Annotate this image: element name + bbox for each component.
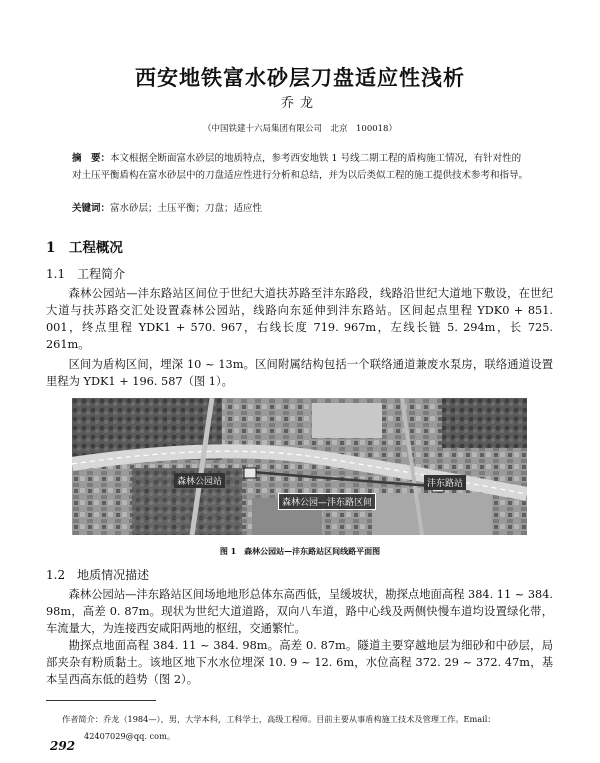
- paragraph-1-2-a: 森林公园站—沣东路站区间场地地形总体东高西低，呈缓坡状，勘探点地面高程 384. 11 ~ 384. 98m，高差 0. 87m。现状为世纪大道道路，双向八车道，路中心线及两侧快慢车道均设置绿化带，车流量大，为连接西安咸阳两地的枢纽，交通繁忙。: [46, 588, 553, 635]
- section-heading-1-1: 1.1 工程简介: [46, 267, 126, 281]
- abstract-label: 摘 要：: [72, 153, 111, 164]
- section-heading-1: 1 工程概况: [46, 240, 123, 256]
- paragraph-1-1-b: 区间为盾构区间，埋深 10 ~ 13m。区间附属结构包括一个联络通道兼废水泵房，联络通道设置里程为 YDK1 + 196. 587（图 1）。: [46, 358, 553, 388]
- footnote-line-1: 作者简介：乔龙（1984—），男，大学本科，工科学士，高级工程师。目前主要从事盾构施工技术及管理工作。Email：: [62, 714, 496, 724]
- keywords-label: 关键词：: [72, 203, 111, 214]
- footnote-divider: [46, 700, 156, 701]
- route-section-label: 森林公园—沣东路区间: [278, 493, 376, 510]
- footnote-line-2: 42407029@qq. com。: [84, 731, 176, 741]
- forest-park-station-label: 森林公园站: [174, 473, 225, 488]
- author-footnote: [62, 711, 542, 745]
- paragraph-1-2-b: 勘探点地面高程 384. 11 ~ 384. 98m。高差 0. 87m。隧道主要穿越地层为细砂和中砂层，局部夹杂有粉质黏土。该地区地下水水位埋深 10. 9 ~ 12. 6m，水位高程 372. 29 ~ 372. 47m，基本呈西高东低的趋势（图 2）。: [46, 639, 553, 686]
- route-map-figure: [72, 398, 527, 535]
- figure-caption: 图 1 森林公园站—沣东路站区间线路平面图: [219, 546, 381, 556]
- aerial-map-image: [72, 398, 527, 535]
- author-name: 乔龙: [280, 96, 319, 111]
- abstract: [72, 151, 530, 184]
- paper-title: 西安地铁富水砂层刀盘适应性浅析: [135, 65, 465, 90]
- fengdong-road-station-label: 沣东路站: [424, 475, 466, 490]
- section-heading-1-2: 1.2 地质情况描述: [46, 568, 150, 582]
- abstract-text: 本文根据全断面富水砂层的地质特点，参考西安地铁 1 号线二期工程的盾构施工情况，有针对性的对土压平衡盾构在富水砂层中的刀盘适应性进行分析和总结，并为以后类似工程的施工提供技术参考和指导。: [72, 153, 529, 181]
- author-affiliation: （中国铁建十六局集团有限公司 北京 100018）: [203, 124, 397, 134]
- page-number: 292: [50, 739, 76, 753]
- paragraph-1-1-a: 森林公园站—沣东路站区间位于世纪大道扶苏路至沣东路段，线路沿世纪大道地下敷设，在世纪大道与扶苏路交汇处设置森林公园站，线路向东延伸到沣东路站。区间起点里程 YDK0 + 851. 001，终点里程 YDK1 + 570. 967，右线长度 719. 967m，左线长链 5. 294m，长 725. 261m。: [46, 287, 553, 351]
- keywords: [72, 200, 530, 214]
- keywords-text: 富水砂层；土压平衡；刀盘；适应性: [110, 203, 263, 214]
